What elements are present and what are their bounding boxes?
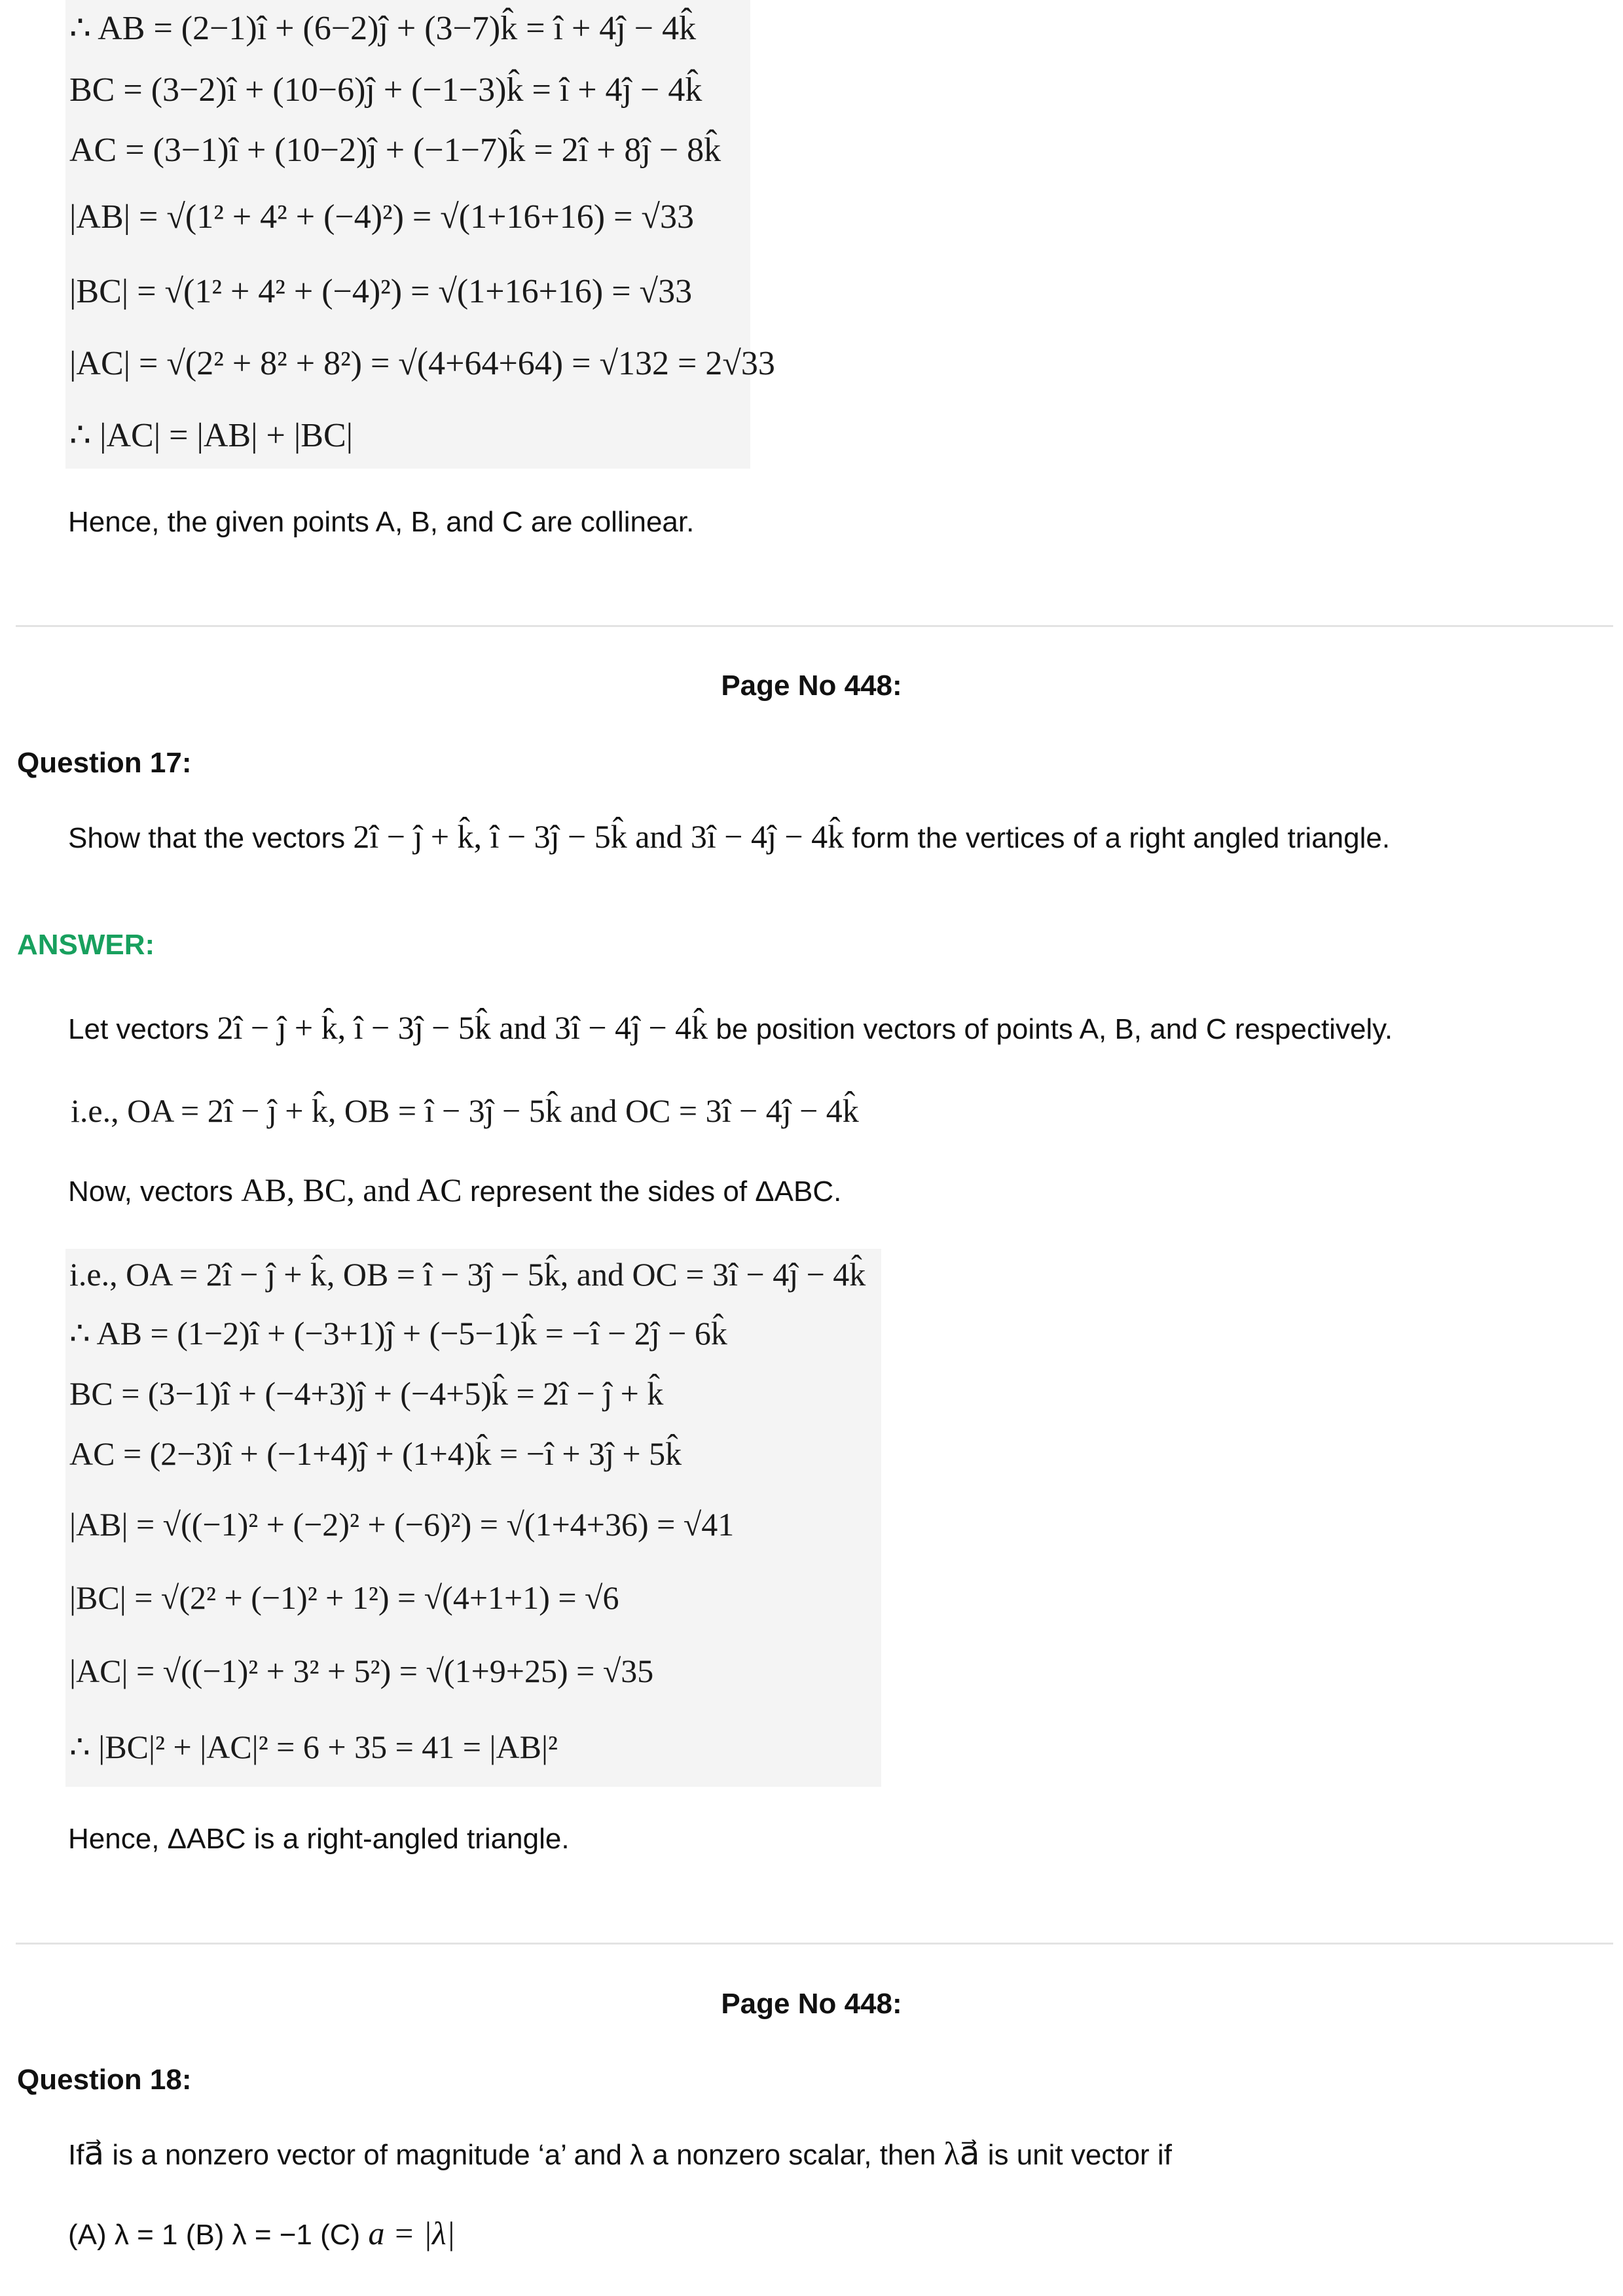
section-divider: [16, 625, 1613, 627]
page-number-label: Page No 448:: [721, 670, 902, 702]
math-line: AC = (3−1)î + (10−2)ĵ + (−1−7)k̂ = 2î + 8ĵ − 8k̂: [69, 132, 721, 169]
math-line: BC = (3−2)î + (10−6)ĵ + (−1−3)k̂ = î + 4ĵ − 4k̂: [69, 71, 702, 109]
let-prefix: Let vectors: [68, 1013, 210, 1045]
math-line: ∴ |BC|² + |AC|² = 6 + 35 = 41 = |AB|²: [69, 1729, 558, 1765]
math-line: AC = (2−3)î + (−1+4)ĵ + (1+4)k̂ = −î + 3ĵ + 5k̂: [69, 1435, 682, 1472]
math-line: |BC| = √(1² + 4² + (−4)²) = √(1+16+16) = √33: [69, 273, 693, 310]
question-text: [68, 818, 1390, 857]
question-title: Question 18:: [17, 2064, 192, 2096]
question-math: 2î − ĵ + k̂, î − 3ĵ − 5k̂ and 3î − 4ĵ − 4k̂: [353, 818, 845, 855]
math-line: i.e., OA = 2î − ĵ + k̂, OB = î − 3ĵ − 5k̂, and OC = 3î − 4ĵ − 4k̂: [69, 1256, 866, 1293]
sides-statement: [68, 1172, 841, 1210]
vector-a: a⃗: [84, 2135, 105, 2172]
math-line: |AB| = √(1² + 4² + (−4)²) = √(1+16+16) = √33: [69, 198, 694, 236]
math-line: |AC| = √(2² + 8² + 8²) = √(4+64+64) = √132 = 2√33: [69, 345, 775, 382]
now-math: AB, BC, and AC: [241, 1172, 462, 1208]
question-18-text: [68, 2135, 1172, 2174]
question-title: Question 17:: [17, 747, 192, 779]
let-math: 2î − ĵ + k̂, î − 3ĵ − 5k̂ and 3î − 4ĵ − 4k̂: [217, 1009, 708, 1046]
option-c-math: a = |λ|: [368, 2215, 456, 2251]
page-number-label: Page No 448:: [721, 1988, 902, 2020]
collinear-conclusion: Hence, the given points A, B, and C are collinear.: [68, 506, 695, 538]
section-divider: [16, 1943, 1613, 1945]
q-if: If: [68, 2139, 84, 2171]
math-line: |BC| = √(2² + (−1)² + 1²) = √(4+1+1) = √6: [69, 1579, 619, 1616]
math-line: ∴ AB = (1−2)î + (−3+1)ĵ + (−5−1)k̂ = −î − 2ĵ − 6k̂: [69, 1315, 727, 1352]
now-suffix: represent the sides of ΔABC.: [469, 1175, 842, 1208]
ie-line: i.e., OA = 2î − ĵ + k̂, OB = î − 3ĵ − 5k̂ and OC = 3î − 4ĵ − 4k̂: [71, 1092, 859, 1129]
answer-options: [68, 2215, 455, 2253]
let-suffix: be position vectors of points A, B, and C respectively.: [716, 1013, 1393, 1045]
now-prefix: Now, vectors: [68, 1175, 233, 1208]
right-angle-conclusion: Hence, ΔABC is a right-angled triangle.: [68, 1823, 570, 1855]
lambda-vector-a: λa⃗: [943, 2135, 980, 2172]
math-line: BC = (3−1)î + (−4+3)ĵ + (−4+5)k̂ = 2î − ĵ + k̂: [69, 1375, 664, 1412]
math-line: ∴ AB = (2−1)î + (6−2)ĵ + (3−7)k̂ = î + 4ĵ − 4k̂: [69, 10, 697, 47]
math-line: |AB| = √((−1)² + (−2)² + (−6)²) = √(1+4+36) = √41: [69, 1506, 735, 1543]
options-text: (A) λ = 1 (B) λ = −1 (C): [68, 2219, 361, 2251]
q-mid: is a nonzero vector of magnitude ‘a’ and λ a nonzero scalar, then: [112, 2139, 936, 2171]
question-suffix: form the vertices of a right angled triangle.: [852, 822, 1391, 854]
q-end: is unit vector if: [987, 2139, 1172, 2171]
math-line: |AC| = √((−1)² + 3² + 5²) = √(1+9+25) = √35: [69, 1653, 654, 1689]
top-math-block: [65, 0, 775, 469]
answer-label: ANSWER:: [17, 929, 155, 961]
solution-math-block: [65, 1249, 881, 1787]
answer-intro: [68, 1009, 1393, 1048]
math-line: ∴ |AC| = |AB| + |BC|: [69, 417, 354, 454]
question-prefix: Show that the vectors: [68, 822, 346, 854]
